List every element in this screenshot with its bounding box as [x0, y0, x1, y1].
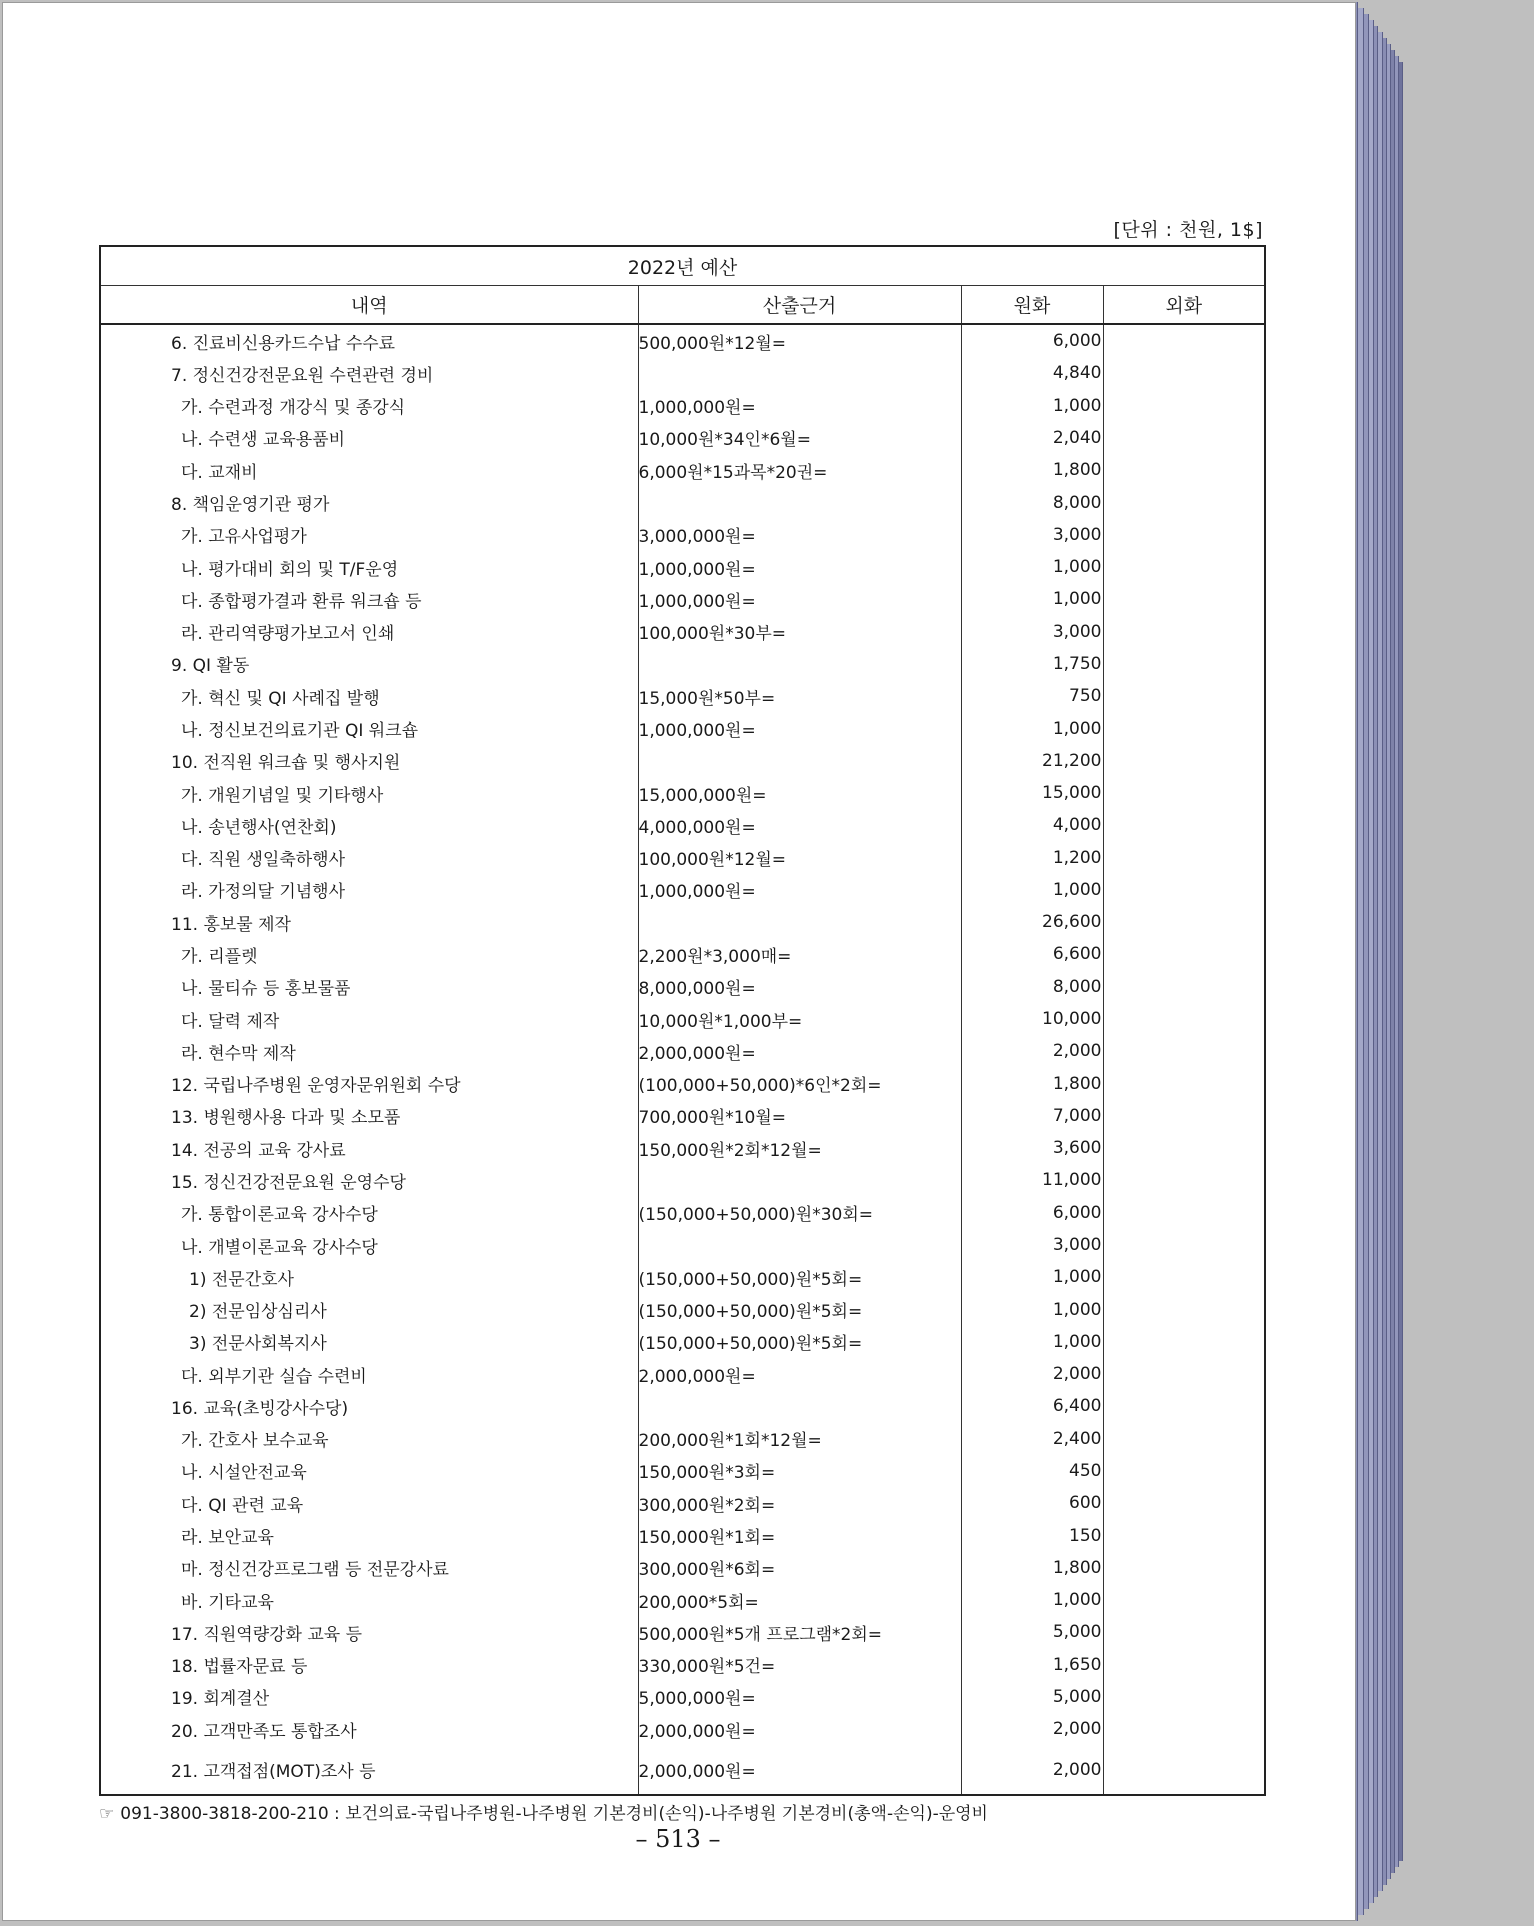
row-basis: (150,000+50,000)원*5회=	[638, 1326, 961, 1358]
row-krw: 21,200	[961, 745, 1103, 777]
table-row	[100, 1713, 1265, 1745]
row-item: 나. 송년행사(연찬회)	[100, 809, 638, 841]
table-row	[100, 1100, 1265, 1132]
row-basis: 1,000,000원=	[638, 583, 961, 615]
row-krw: 1,000	[961, 712, 1103, 744]
row-item: 가. 고유사업평가	[100, 519, 638, 551]
footnote-text: 091-3800-3818-200-210 : 보건의료-국립나주병원-나주병원 기본경비(손익)-나주병원 기본경비(총액-손익)-운영비	[120, 1804, 988, 1824]
row-krw: 2,040	[961, 422, 1103, 454]
row-basis	[638, 1164, 961, 1196]
table-row	[100, 1358, 1265, 1390]
row-item: 1) 전문간호사	[100, 1261, 638, 1293]
row-basis: 150,000원*2회*12월=	[638, 1132, 961, 1164]
row-krw: 5,000	[961, 1681, 1103, 1713]
budget-table	[99, 245, 1266, 1796]
row-basis: 1,000,000원=	[638, 551, 961, 583]
row-krw: 1,000	[961, 1261, 1103, 1293]
row-foreign	[1103, 842, 1265, 874]
row-item: 나. 수련생 교육용품비	[100, 422, 638, 454]
row-krw: 1,800	[961, 454, 1103, 486]
column-header-krw: 원화	[961, 286, 1103, 325]
table-row	[100, 324, 1265, 357]
row-foreign	[1103, 1293, 1265, 1325]
row-krw: 1,000	[961, 1326, 1103, 1358]
footnote	[99, 1799, 988, 1824]
row-item: 라. 관리역량평가보고서 인쇄	[100, 616, 638, 648]
page-number: – 513 –	[635, 1825, 721, 1853]
row-krw: 15,000	[961, 777, 1103, 809]
year-header: 2022년 예산	[100, 246, 1265, 286]
table-row	[100, 842, 1265, 874]
row-foreign	[1103, 1067, 1265, 1099]
row-item: 다. QI 관련 교육	[100, 1487, 638, 1519]
page-stack-edge	[1399, 62, 1403, 1861]
row-item: 나. 물티슈 등 홍보물품	[100, 971, 638, 1003]
row-krw: 3,000	[961, 519, 1103, 551]
row-item: 나. 평가대비 회의 및 T/F운영	[100, 551, 638, 583]
row-item: 8. 책임운영기관 평가	[100, 486, 638, 518]
row-krw: 1,200	[961, 842, 1103, 874]
row-foreign	[1103, 809, 1265, 841]
table-row	[100, 1649, 1265, 1681]
row-basis: 150,000원*3회=	[638, 1455, 961, 1487]
row-basis: 2,000,000원=	[638, 1035, 961, 1067]
row-foreign	[1103, 551, 1265, 583]
row-krw: 11,000	[961, 1164, 1103, 1196]
row-foreign	[1103, 1519, 1265, 1551]
row-foreign	[1103, 1261, 1265, 1293]
table-row	[100, 1035, 1265, 1067]
table-row	[100, 1229, 1265, 1261]
row-foreign	[1103, 1681, 1265, 1713]
unit-note: [단위 : 천원, 1$]	[1113, 219, 1263, 241]
row-basis	[638, 648, 961, 680]
table-row	[100, 422, 1265, 454]
row-basis	[638, 486, 961, 518]
row-krw: 2,000	[961, 1745, 1103, 1795]
row-basis: 150,000원*1회=	[638, 1519, 961, 1551]
row-item: 다. 종합평가결과 환류 워크숍 등	[100, 583, 638, 615]
row-item: 가. 혁신 및 QI 사례집 발행	[100, 680, 638, 712]
row-foreign	[1103, 712, 1265, 744]
row-foreign	[1103, 1713, 1265, 1745]
row-foreign	[1103, 1455, 1265, 1487]
row-krw: 6,600	[961, 938, 1103, 970]
row-item: 9. QI 활동	[100, 648, 638, 680]
row-krw: 3,000	[961, 616, 1103, 648]
row-item: 17. 직원역량강화 교육 등	[100, 1616, 638, 1648]
row-foreign	[1103, 1197, 1265, 1229]
table-row	[100, 1326, 1265, 1358]
table-row	[100, 1003, 1265, 1035]
table-row	[100, 777, 1265, 809]
row-basis: 200,000*5회=	[638, 1584, 961, 1616]
row-item: 바. 기타교육	[100, 1584, 638, 1616]
row-krw: 6,400	[961, 1390, 1103, 1422]
row-foreign	[1103, 519, 1265, 551]
row-krw: 4,000	[961, 809, 1103, 841]
table-row	[100, 1616, 1265, 1648]
row-basis: 5,000,000원=	[638, 1681, 961, 1713]
row-foreign	[1103, 1745, 1265, 1795]
row-krw: 6,000	[961, 1197, 1103, 1229]
row-item: 라. 현수막 제작	[100, 1035, 638, 1067]
row-krw: 1,650	[961, 1649, 1103, 1681]
row-krw: 1,800	[961, 1067, 1103, 1099]
row-item: 15. 정신건강전문요원 운영수당	[100, 1164, 638, 1196]
row-basis: 15,000,000원=	[638, 777, 961, 809]
table-row	[100, 1552, 1265, 1584]
table-row	[100, 1132, 1265, 1164]
row-basis: 100,000원*30부=	[638, 616, 961, 648]
row-basis: 700,000원*10월=	[638, 1100, 961, 1132]
row-foreign	[1103, 1132, 1265, 1164]
row-krw: 3,000	[961, 1229, 1103, 1261]
row-item: 18. 법률자문료 등	[100, 1649, 638, 1681]
row-item: 가. 통합이론교육 강사수당	[100, 1197, 638, 1229]
row-item: 14. 전공의 교육 강사료	[100, 1132, 638, 1164]
row-foreign	[1103, 1616, 1265, 1648]
table-row	[100, 1519, 1265, 1551]
row-foreign	[1103, 680, 1265, 712]
row-basis: 1,000,000원=	[638, 874, 961, 906]
row-foreign	[1103, 1487, 1265, 1519]
row-item: 20. 고객만족도 통합조사	[100, 1713, 638, 1745]
table-row	[100, 1197, 1265, 1229]
row-foreign	[1103, 1326, 1265, 1358]
row-basis: 6,000원*15과목*20권=	[638, 454, 961, 486]
row-foreign	[1103, 454, 1265, 486]
column-header-foreign: 외화	[1103, 286, 1265, 325]
document-page	[2, 2, 1356, 1921]
row-item: 다. 외부기관 실습 수련비	[100, 1358, 638, 1390]
table-row	[100, 874, 1265, 906]
row-basis: (100,000+50,000)*6인*2회=	[638, 1067, 961, 1099]
row-basis: 2,200원*3,000매=	[638, 938, 961, 970]
row-item: 가. 수련과정 개강식 및 종강식	[100, 390, 638, 422]
row-krw: 750	[961, 680, 1103, 712]
table-row	[100, 648, 1265, 680]
row-krw: 8,000	[961, 971, 1103, 1003]
row-foreign	[1103, 422, 1265, 454]
row-foreign	[1103, 324, 1265, 357]
row-krw: 150	[961, 1519, 1103, 1551]
row-item: 가. 리플렛	[100, 938, 638, 970]
table-row	[100, 906, 1265, 938]
table-row	[100, 971, 1265, 1003]
row-basis: (150,000+50,000)원*30회=	[638, 1197, 961, 1229]
row-foreign	[1103, 616, 1265, 648]
row-basis: 4,000,000원=	[638, 809, 961, 841]
row-item: 16. 교육(초빙강사수당)	[100, 1390, 638, 1422]
table-row	[100, 809, 1265, 841]
row-item: 가. 개원기념일 및 기타행사	[100, 777, 638, 809]
row-foreign	[1103, 1390, 1265, 1422]
row-basis	[638, 1229, 961, 1261]
row-basis	[638, 1390, 961, 1422]
table-row	[100, 1293, 1265, 1325]
row-item: 다. 달력 제작	[100, 1003, 638, 1035]
row-item: 7. 정신건강전문요원 수련관련 경비	[100, 357, 638, 389]
row-foreign	[1103, 648, 1265, 680]
row-foreign	[1103, 906, 1265, 938]
row-basis: 300,000원*6회=	[638, 1552, 961, 1584]
table-row	[100, 1390, 1265, 1422]
row-basis: 10,000원*34인*6월=	[638, 422, 961, 454]
row-krw: 1,800	[961, 1552, 1103, 1584]
row-basis: 500,000원*5개 프로그램*2회=	[638, 1616, 961, 1648]
row-foreign	[1103, 1100, 1265, 1132]
table-row	[100, 357, 1265, 389]
row-item: 19. 회계결산	[100, 1681, 638, 1713]
row-item: 다. 교재비	[100, 454, 638, 486]
row-foreign	[1103, 1552, 1265, 1584]
row-basis: 8,000,000원=	[638, 971, 961, 1003]
row-basis: (150,000+50,000)원*5회=	[638, 1261, 961, 1293]
row-item: 6. 진료비신용카드수납 수수료	[100, 324, 638, 357]
row-krw: 5,000	[961, 1616, 1103, 1648]
row-foreign	[1103, 1649, 1265, 1681]
budget-rows	[100, 324, 1265, 1795]
row-foreign	[1103, 1358, 1265, 1390]
row-foreign	[1103, 390, 1265, 422]
row-krw: 1,000	[961, 1584, 1103, 1616]
table-row	[100, 1261, 1265, 1293]
row-krw: 1,000	[961, 874, 1103, 906]
table-row	[100, 1745, 1265, 1795]
row-item: 라. 가정의달 기념행사	[100, 874, 638, 906]
row-foreign	[1103, 745, 1265, 777]
table-row	[100, 486, 1265, 518]
row-basis: 2,000,000원=	[638, 1745, 961, 1795]
row-krw: 10,000	[961, 1003, 1103, 1035]
table-row	[100, 1423, 1265, 1455]
row-krw: 1,000	[961, 583, 1103, 615]
pointing-hand-icon: ☞	[99, 1804, 115, 1824]
row-item: 가. 간호사 보수교육	[100, 1423, 638, 1455]
row-basis: 15,000원*50부=	[638, 680, 961, 712]
table-row	[100, 1455, 1265, 1487]
row-basis: 500,000원*12월=	[638, 324, 961, 357]
table-row	[100, 1487, 1265, 1519]
row-basis: 10,000원*1,000부=	[638, 1003, 961, 1035]
row-krw: 600	[961, 1487, 1103, 1519]
table-row	[100, 680, 1265, 712]
row-foreign	[1103, 874, 1265, 906]
row-item: 21. 고객접점(MOT)조사 등	[100, 1745, 638, 1795]
row-krw: 2,000	[961, 1358, 1103, 1390]
row-krw: 7,000	[961, 1100, 1103, 1132]
row-basis: 1,000,000원=	[638, 390, 961, 422]
row-krw: 3,600	[961, 1132, 1103, 1164]
row-basis: 1,000,000원=	[638, 712, 961, 744]
row-basis: 3,000,000원=	[638, 519, 961, 551]
row-item: 마. 정신건강프로그램 등 전문강사료	[100, 1552, 638, 1584]
table-row	[100, 519, 1265, 551]
row-krw: 6,000	[961, 324, 1103, 357]
row-foreign	[1103, 1003, 1265, 1035]
row-foreign	[1103, 357, 1265, 389]
row-krw: 1,750	[961, 648, 1103, 680]
row-basis: 330,000원*5건=	[638, 1649, 961, 1681]
table-row	[100, 1067, 1265, 1099]
table-row	[100, 390, 1265, 422]
row-krw: 2,400	[961, 1423, 1103, 1455]
table-row	[100, 551, 1265, 583]
table-row	[100, 616, 1265, 648]
table-row	[100, 454, 1265, 486]
row-basis: 300,000원*2회=	[638, 1487, 961, 1519]
row-basis: 2,000,000원=	[638, 1358, 961, 1390]
row-item: 11. 홍보물 제작	[100, 906, 638, 938]
table-row	[100, 712, 1265, 744]
table-row	[100, 1164, 1265, 1196]
row-krw: 1,000	[961, 390, 1103, 422]
row-basis: 2,000,000원=	[638, 1713, 961, 1745]
row-krw: 450	[961, 1455, 1103, 1487]
row-foreign	[1103, 1164, 1265, 1196]
row-krw: 26,600	[961, 906, 1103, 938]
row-foreign	[1103, 938, 1265, 970]
row-krw: 1,000	[961, 1293, 1103, 1325]
row-foreign	[1103, 1229, 1265, 1261]
row-krw: 4,840	[961, 357, 1103, 389]
row-basis	[638, 745, 961, 777]
row-foreign	[1103, 486, 1265, 518]
row-krw: 8,000	[961, 486, 1103, 518]
table-row	[100, 1584, 1265, 1616]
row-item: 라. 보안교육	[100, 1519, 638, 1551]
row-foreign	[1103, 1423, 1265, 1455]
row-krw: 2,000	[961, 1035, 1103, 1067]
row-item: 나. 시설안전교육	[100, 1455, 638, 1487]
row-foreign	[1103, 1035, 1265, 1067]
row-basis: 200,000원*1회*12월=	[638, 1423, 961, 1455]
table-row	[100, 1681, 1265, 1713]
column-header-item: 내역	[100, 286, 638, 325]
row-foreign	[1103, 583, 1265, 615]
row-item: 나. 개별이론교육 강사수당	[100, 1229, 638, 1261]
row-item: 10. 전직원 워크숍 및 행사지원	[100, 745, 638, 777]
row-basis	[638, 357, 961, 389]
row-item: 13. 병원행사용 다과 및 소모품	[100, 1100, 638, 1132]
row-basis	[638, 906, 961, 938]
row-item: 2) 전문임상심리사	[100, 1293, 638, 1325]
row-foreign	[1103, 971, 1265, 1003]
row-foreign	[1103, 777, 1265, 809]
table-row	[100, 583, 1265, 615]
row-item: 나. 정신보건의료기관 QI 워크숍	[100, 712, 638, 744]
table-row	[100, 938, 1265, 970]
row-foreign	[1103, 1584, 1265, 1616]
table-row	[100, 745, 1265, 777]
row-krw: 2,000	[961, 1713, 1103, 1745]
row-krw: 1,000	[961, 551, 1103, 583]
row-item: 다. 직원 생일축하행사	[100, 842, 638, 874]
row-item: 3) 전문사회복지사	[100, 1326, 638, 1358]
row-basis: (150,000+50,000)원*5회=	[638, 1293, 961, 1325]
column-header-basis: 산출근거	[638, 286, 961, 325]
row-item: 12. 국립나주병원 운영자문위원회 수당	[100, 1067, 638, 1099]
row-basis: 100,000원*12월=	[638, 842, 961, 874]
